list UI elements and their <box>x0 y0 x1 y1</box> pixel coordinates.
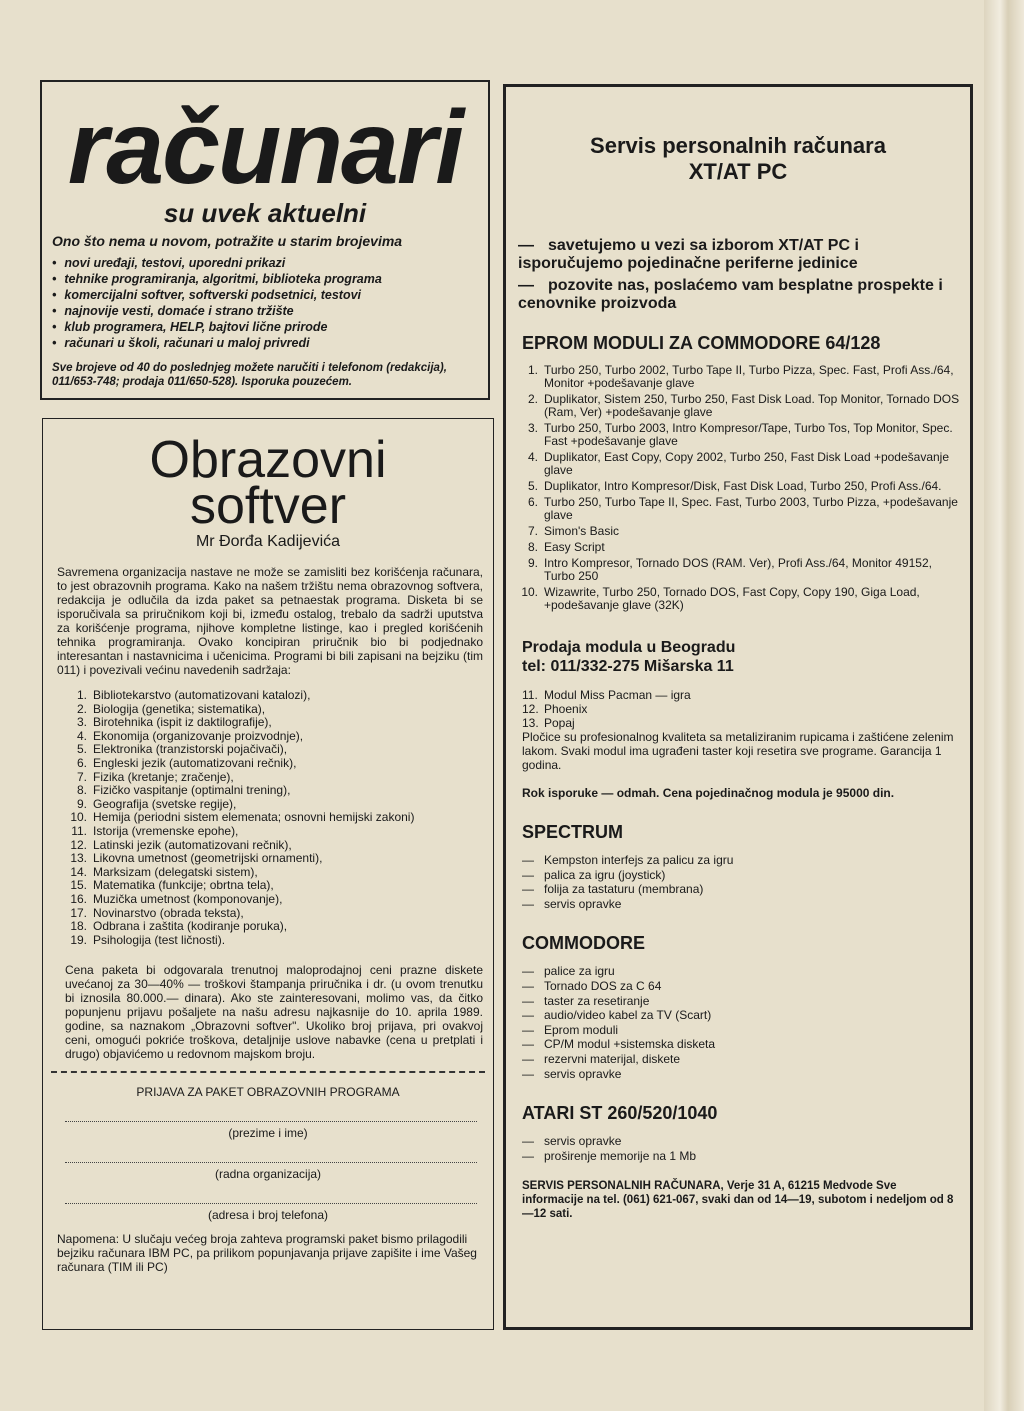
item-number: 13. <box>70 851 87 866</box>
commodore-heading: COMMODORE <box>522 933 645 954</box>
list-item <box>520 451 960 477</box>
article-title-line1: Obrazovni <box>149 431 387 489</box>
item-text: Bibliotekarstvo (automatizovani katalozi), <box>93 688 311 702</box>
item-text: Modul Miss Pacman — igra <box>544 688 691 702</box>
delivery-note: Rok isporuke — odmah. Cena pojedinačnog modula je 95000 din. <box>522 786 895 800</box>
item-number: 17. <box>70 905 87 920</box>
racunari-lead: Ono što nema u novom, potražite u starim brojevima <box>52 233 403 249</box>
organization-field-label: (radna organizacija) <box>214 1167 322 1182</box>
list-item: • najnovije vesti, domaće i strano tržište <box>52 303 488 319</box>
organization-field[interactable] <box>65 1162 477 1163</box>
item-number: 15. <box>70 878 87 893</box>
racunari-order-note: Sve brojeve od 40 do poslednjeg možete naručiti i telefonom (redakcija), 011/653-748; prodaja 011/650-528). Isporuka pouzećem. <box>52 362 447 388</box>
article-title <box>43 431 493 535</box>
list-item <box>520 393 960 419</box>
item-text: Odbrana i zaštita (kodiranje poruka), <box>93 919 288 934</box>
item-number: 7. <box>527 524 538 538</box>
item-text: Geografija (svetske regije), <box>93 796 237 811</box>
address-field-label: (adresa i broj telefona) <box>207 1208 329 1223</box>
racunari-ad <box>40 80 490 400</box>
commodore-list <box>522 964 970 1081</box>
plocice-text: Pločice su profesionalnog kvaliteta sa metaliziranim rupicama i zaštićene zelenim lakom. Svaki modul ima ugrađeni taster koji resetira sve programe. Garancija 1 godina. <box>522 730 954 772</box>
item-text: Fizika (kretanje; zračenje), <box>93 769 234 784</box>
address-field[interactable] <box>65 1203 477 1204</box>
item-text: Engleski jezik (automatizovani rečnik), <box>93 755 297 770</box>
item-number: 10. <box>70 810 87 825</box>
page-edge <box>984 0 1024 1411</box>
list-item: — servis opravke <box>522 1067 970 1082</box>
racunari-subtitle: su uvek aktuelni <box>163 198 367 228</box>
item-text: Muzička umetnost (komponovanje), <box>93 891 283 906</box>
item-text: Psihologija (test ličnosti). <box>93 932 226 947</box>
item-text: Easy Script <box>544 540 605 554</box>
item-text: Likovna umetnost (geometrijski ornamenti), <box>93 851 323 866</box>
list-item <box>61 811 493 825</box>
article-intro: Savremena organizacija nastave ne može se zamisliti bez korišćenja računara, to jest obrazovnih programa. Kako na našem tržištu nema obrazovnog softvera, redakcija je odlučila da izda paket sa petnaestak programa. Disketa bi se isporučivala sa priručnikom koji bi, između ostalog, trebalo da sadrži uputstva za korišćenje programa, njihove kompletne listinge, kao i pregled korišćenih tehnika programiranja. Ovako koncipiran priručnik bio bi podjednako interesantan i nastavnicima i učenicima. Programi bi bili zapisani na bejziku (tim 011) i povezivali većinu navedenih sadržaja: <box>57 565 483 677</box>
list-item <box>61 798 493 812</box>
list-item <box>520 541 960 554</box>
list-item <box>61 934 493 948</box>
atari-heading: ATARI ST 260/520/1040 <box>522 1103 718 1124</box>
list-item <box>522 716 970 730</box>
list-item: • računari u školi, računari u maloj privredi <box>52 335 488 351</box>
item-number: 5. <box>527 479 538 493</box>
item-number: 7. <box>76 769 87 784</box>
item-number: 8. <box>76 783 87 798</box>
list-item: — palica za igru (joystick) <box>522 868 970 883</box>
servis-bullet: — savetujemo u vezi sa izborom XT/AT PC i isporučujemo pojedinačne periferne jedinice <box>518 237 859 272</box>
item-text: Turbo 250, Turbo 2003, Intro Kompresor/Tape, Turbo Tos, Top Monitor, Spec. Fast +podešavanje glave <box>544 421 953 448</box>
list-item <box>61 852 493 866</box>
list-item <box>520 480 960 493</box>
list-item: — Eprom moduli <box>522 1023 970 1038</box>
atari-list <box>522 1134 970 1163</box>
item-number: 10. <box>521 585 538 599</box>
item-text: Turbo 250, Turbo 2002, Turbo Tape II, Turbo Pizza, Spec. Fast, Profi Ass./64, Monitor +podešavanje glave <box>544 363 954 390</box>
item-text: Istorija (vremenske epohe), <box>93 823 239 838</box>
name-field-label: (prezime i ime) <box>228 1126 308 1141</box>
item-number: 5. <box>76 742 87 757</box>
list-item: — proširenje memorije na 1 Mb <box>522 1149 970 1164</box>
eprom-heading: EPROM MODULI ZA COMMODORE 64/128 <box>522 333 881 353</box>
list-item <box>520 422 960 448</box>
item-text: Elektronika (tranzistorski pojačivači), <box>93 742 288 757</box>
item-text: Duplikator, East Copy, Copy 2002, Turbo 250, Fast Disk Load +podešavanje glave <box>544 450 950 477</box>
item-text: Fizičko vaspitanje (optimalni trening), <box>93 783 291 798</box>
prodaja-list <box>522 688 970 730</box>
item-number: 14. <box>70 864 87 879</box>
list-item <box>61 879 493 893</box>
bullet-text: savetujemo u vezi sa izborom XT/AT PC i isporučujemo pojedinačne periferne jedinice <box>518 237 859 272</box>
item-number: 9. <box>527 556 538 570</box>
eprom-list <box>520 364 960 612</box>
list-item: — servis opravke <box>522 1134 970 1149</box>
article-author: Mr Đorđa Kadijevića <box>195 533 341 550</box>
item-text: Duplikator, Intro Kompresor/Disk, Fast Disk Load, Turbo 250, Profi Ass./64. <box>544 479 942 493</box>
obrazovni-softver-article <box>42 418 494 1330</box>
servis-title-line1: Servis personalnih računara <box>590 133 886 158</box>
item-text: Birotehnika (ispit iz daktilografije), <box>93 715 272 730</box>
list-item <box>520 525 960 538</box>
servis-address: SERVIS PERSONALNIH RAČUNARA, Verje 31 A, 61215 Medvode Sve informacije na tel. (061) 621-067, svaki dan od 14—19, subotom i nedeljom od 8—12 sati. <box>522 1180 954 1221</box>
list-item <box>520 557 960 583</box>
item-number: 16. <box>70 891 87 906</box>
bullet-text: pozovite nas, poslaćemo vam besplatne prospekte i cenovnike proizvoda <box>518 277 943 312</box>
item-number: 6. <box>527 495 538 509</box>
item-number: 11. <box>71 823 87 838</box>
item-text: Marksizam (delegatski sistem), <box>93 864 258 879</box>
list-item: — palice za igru <box>522 964 970 979</box>
list-item <box>61 893 493 907</box>
list-item <box>61 743 493 757</box>
list-item: • komercijalni softver, softverski podsetnici, testovi <box>52 287 488 303</box>
item-text: Intro Kompresor, Tornado DOS (RAM. Ver), Profi Ass./64, Monitor 49152, Turbo 250 <box>544 556 932 583</box>
program-list <box>61 689 493 947</box>
list-item <box>520 496 960 522</box>
racunari-title: računari <box>67 90 463 206</box>
item-text: Phoenix <box>544 702 588 716</box>
item-number: 6. <box>76 755 87 770</box>
list-item <box>61 825 493 839</box>
list-item <box>61 689 493 703</box>
prodaja-line1: Prodaja modula u Beogradu <box>522 639 736 656</box>
item-number: 1. <box>76 688 87 702</box>
item-number: 2. <box>527 392 538 406</box>
form-note: Napomena: U slučaju većeg broja zahteva programski paket bismo prilagodili bejziku računara IBM PC, pa prilikom popunjavanja prijave zapišite i ime Vašeg računara (TIM ili PC) <box>57 1232 477 1275</box>
item-number: 2. <box>76 701 87 716</box>
list-item <box>61 703 493 717</box>
article-title-line2: softver <box>189 477 347 535</box>
list-item: • novi uređaji, testovi, uporedni prikazi <box>52 255 488 271</box>
item-text: Popaj <box>544 716 575 730</box>
item-number: 4. <box>76 728 87 743</box>
article-price-paragraph: Cena paketa bi odgovarala trenutnoj maloprodajnoj ceni prazne diskete uvećanoj za 30—40% — troškovi štampanja priručnika i dr. (u ovom trenutku bi iznosila 80.000.— dinara). Ako ste zainteresovani, molimo vas, da čitko popunjenu prijavu pošaljete na našu adresu najkasnije do 10. aprila 1989. godine, sa naznakom „Obrazovni softver". Ukoliko broj prijava, pri ovakvoj ceni, omogući pokriće troškova, detaljnije uslove nabavke (cena u pretplati i drugo) objavićemo u redovnom majskom broju. <box>65 963 483 1062</box>
list-item <box>522 702 970 716</box>
item-text: Matematika (funkcije; obrtna tela), <box>93 878 274 893</box>
item-number: 19. <box>70 932 87 947</box>
list-item: — servis opravke <box>522 897 970 912</box>
list-item <box>520 586 960 612</box>
servis-ad <box>503 84 973 1330</box>
item-number: 4. <box>527 450 538 464</box>
list-item: • tehnike programiranja, algoritmi, biblioteka programa <box>52 271 488 287</box>
list-item <box>520 364 960 390</box>
prodaja-heading <box>522 638 970 676</box>
item-number: 1. <box>527 363 538 377</box>
item-number: 3. <box>76 715 87 730</box>
list-item <box>61 730 493 744</box>
list-item <box>61 757 493 771</box>
spectrum-heading: SPECTRUM <box>522 822 624 842</box>
prodaja-line2: tel: 011/332-275 Mišarska 11 <box>522 658 734 675</box>
list-item: — CP/M modul +sistemska disketa <box>522 1037 970 1052</box>
item-text: Turbo 250, Turbo Tape II, Spec. Fast, Turbo 2003, Turbo Pizza, +podešavanje glave <box>544 495 958 522</box>
item-number: 9. <box>76 796 87 811</box>
servis-title <box>506 133 970 185</box>
list-item <box>61 866 493 880</box>
list-item <box>61 784 493 798</box>
list-item: — audio/video kabel za TV (Scart) <box>522 1008 970 1023</box>
item-text: Novinarstvo (obrada teksta), <box>93 905 244 920</box>
list-item <box>61 771 493 785</box>
item-number: 3. <box>527 421 538 435</box>
item-text: Ekonomija (organizovanje proizvodnje), <box>93 728 304 743</box>
item-text: Hemija (periodni sistem elemenata; osnovni hemijski zakoni) <box>93 810 415 825</box>
list-item <box>61 907 493 921</box>
spectrum-list <box>522 853 970 911</box>
list-item: — Tornado DOS za C 64 <box>522 979 970 994</box>
item-number: 8. <box>527 540 538 554</box>
servis-bullet: — pozovite nas, poslaćemo vam besplatne prospekte i cenovnike proizvoda <box>518 277 943 312</box>
item-text: Simon's Basic <box>544 524 619 538</box>
servis-title-line2: XT/AT PC <box>688 159 788 184</box>
list-item <box>61 716 493 730</box>
item-number: 11. <box>522 688 538 702</box>
item-number: 12. <box>522 702 539 716</box>
list-item: — Kempston interfejs za palicu za igru <box>522 853 970 868</box>
item-text: Latinski jezik (automatizovani rečnik), <box>93 837 292 852</box>
list-item <box>61 920 493 934</box>
list-item: • klub programera, HELP, bajtovi lične prirode <box>52 319 488 335</box>
item-text: Wizawrite, Turbo 250, Tornado DOS, Fast Copy, Copy 190, Giga Load, +podešavanje glave (32K) <box>544 585 920 612</box>
form-title: PRIJAVA ZA PAKET OBRAZOVNIH PROGRAMA <box>136 1085 400 1100</box>
item-number: 12. <box>70 837 87 852</box>
item-number: 18. <box>70 919 87 934</box>
item-text: Biologija (genetika; sistematika), <box>93 701 266 716</box>
name-field[interactable] <box>65 1121 477 1122</box>
item-text: Duplikator, Sistem 250, Turbo 250, Fast Disk Load. Top Monitor, Tornado DOS (Ram, Ver) +podešavanje glave <box>544 392 960 419</box>
list-item <box>522 688 970 702</box>
cut-line <box>51 1071 485 1073</box>
list-item: — rezervni materijal, diskete <box>522 1052 970 1067</box>
item-number: 13. <box>522 716 539 730</box>
racunari-feature-list <box>52 255 488 351</box>
list-item: — taster za resetiranje <box>522 994 970 1009</box>
list-item: — folija za tastaturu (membrana) <box>522 882 970 897</box>
list-item <box>61 839 493 853</box>
